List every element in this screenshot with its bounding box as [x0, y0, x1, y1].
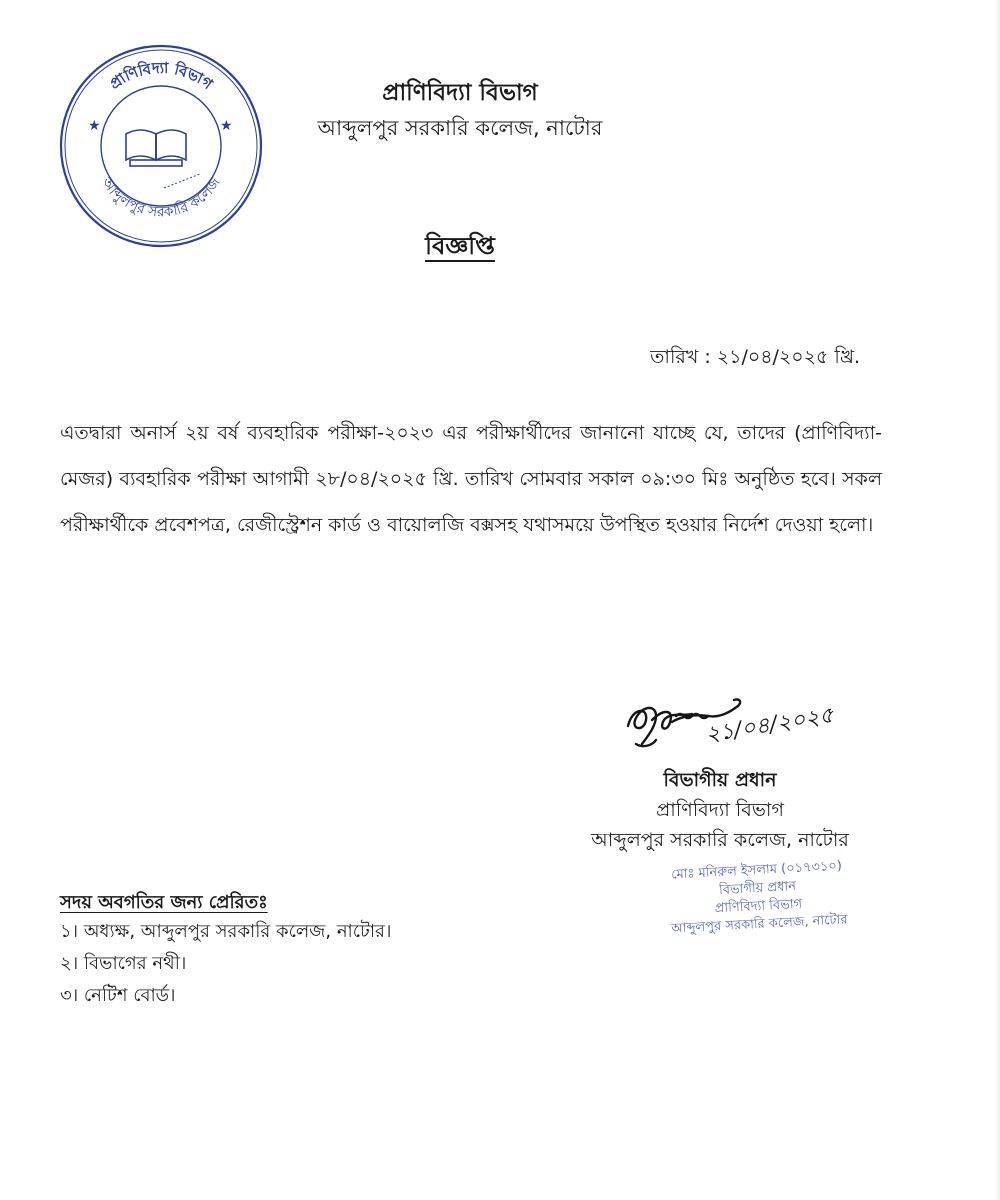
- notice-body: [60, 410, 882, 548]
- stamp-line: প্রাণিবিদ্যা বিভাগ: [714, 896, 803, 917]
- notice-date: তারিখ : ২১/০৪/২০২৫ খ্রি.: [650, 346, 860, 368]
- notice-body-line: পরীক্ষার্থীকে প্রবেশপত্র, রেজীস্ট্রেশন কার্ড ও বায়োলজি বক্সসহ যথাসময়ে উপস্থিত হওয়ার নির্দেশ দেওয়া হলো।: [60, 514, 874, 536]
- page-edge-shadow: [994, 0, 1000, 1200]
- signatory-block: [560, 765, 880, 855]
- college-name: আব্দুলপুর সরকারি কলেজ, নাটোর: [317, 116, 603, 140]
- cc-list: [60, 916, 391, 1012]
- official-stamp: [646, 856, 869, 939]
- svg-text:★: ★: [88, 118, 101, 134]
- notice-body-line: মেজর) ব্যবহারিক পরীক্ষা আগামী ২৮/০৪/২০২৫ খ্রি. তারিখ সোমবার সকাল ০৯:৩০ মিঃ অনুষ্ঠিত হবে। সকল: [60, 468, 882, 490]
- svg-text:প্রাণিবিদ্যা বিভাগ: [106, 59, 217, 94]
- cc-heading: সদয় অবগতির জন্য প্রেরিতঃ: [60, 892, 268, 913]
- cc-item: ১। অধ্যক্ষ, আব্দুলপুর সরকারি কলেজ, নাটোর।: [60, 921, 392, 942]
- signatory-department: প্রাণিবিদ্যা বিভাগ: [656, 799, 784, 821]
- svg-text:★: ★: [220, 118, 233, 134]
- seal-text-top: প্রাণিবিদ্যা বিভাগ: [106, 58, 217, 94]
- notice-title: বিজ্ঞপ্তি: [425, 232, 495, 260]
- signature-date: ২১/০৪/২০২৫: [703, 702, 836, 748]
- department-seal: [58, 42, 264, 250]
- signatory-college: আব্দুলপুর সরকারি কলেজ, নাটোর: [591, 829, 849, 851]
- book-icon: [126, 130, 186, 166]
- stamp-line: বিভাগীয় প্রধান: [718, 879, 797, 899]
- department-title: প্রাণিবিদ্যা বিভাগ: [382, 80, 538, 106]
- svg-text:আব্দুলপুর সরকারি কলেজ: [98, 174, 225, 221]
- cc-item: ৩। নেটিশ বোর্ড।: [60, 985, 176, 1006]
- notice-body-line: এতদ্বারা অনার্স ২য় বর্ষ ব্যবহারিক পরীক্ষা-২০২৩ এর পরীক্ষার্থীদের জানানো যাচ্ছে যে, তাদের (প্রাণিবিদ্যা-: [60, 422, 882, 444]
- seal-text-bottom: আব্দুলপুর সরকারি কলেজ: [98, 174, 224, 221]
- signatory-role: বিভাগীয় প্রধান: [663, 769, 777, 791]
- cc-item: ২। বিভাগের নথী।: [60, 953, 187, 974]
- stamp-line: আব্দুলপুর সরকারি কলেজ, নাটোর: [670, 912, 848, 937]
- stamp-line: মোঃ মনিরুল ইসলাম (০১৭৩১০): [670, 858, 843, 883]
